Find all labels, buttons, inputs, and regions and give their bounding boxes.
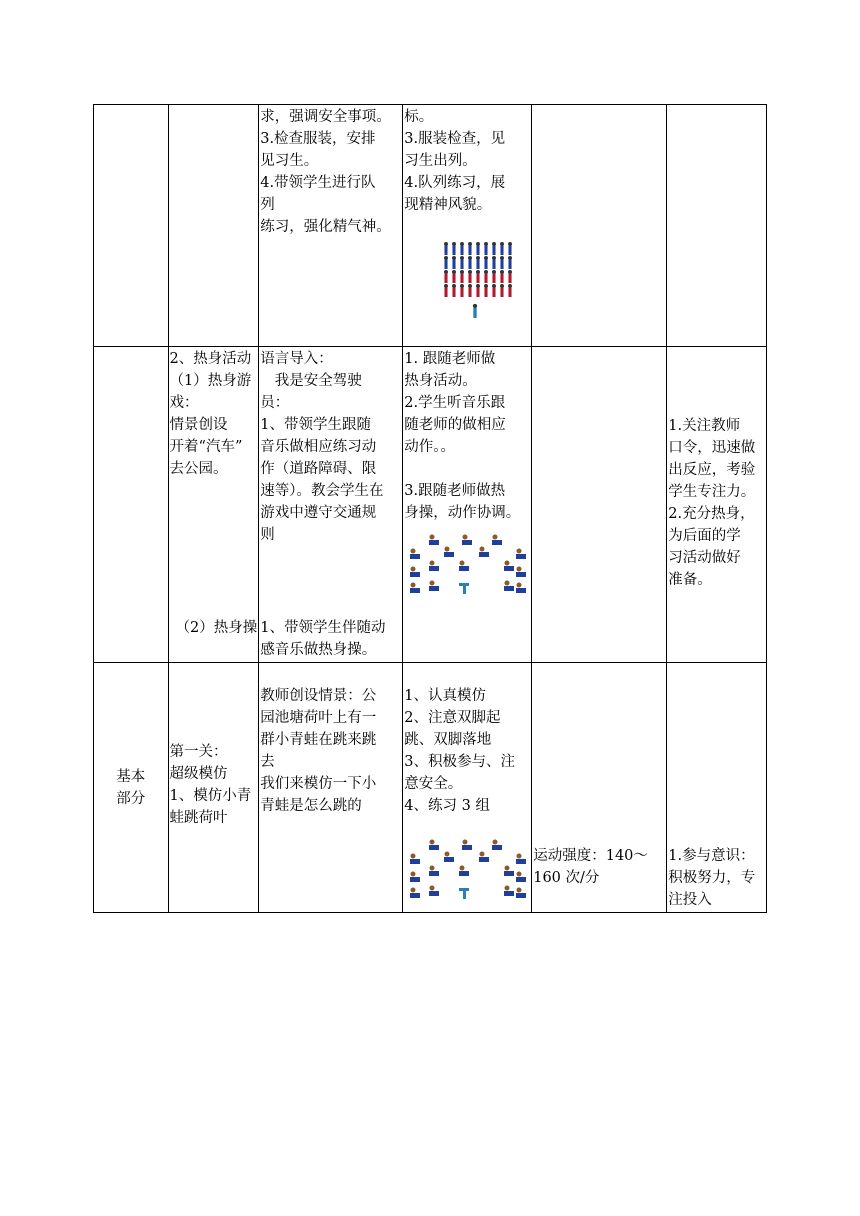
student-activity-cell (403, 105, 532, 347)
intent-text: 1.关注教师 口令，迅速做 出反应，考验 学生专注力。 2.充分热身， 为后面的学 习活动做好 准备。 (668, 418, 756, 588)
teacher-activity-cell (259, 663, 403, 913)
part-cell (94, 347, 169, 663)
lesson-plan-table (93, 104, 767, 913)
teacher-activity-text: 教师创设情景：公 园池塘荷叶上有一 群小青蛙在跳来跳 去 我们来模仿一下小 青蛙是怎么跳的 (260, 688, 377, 814)
load-text: 运动强度：140～ 160 次/分 (533, 848, 648, 886)
student-activity-text: 标。 3.服装检查，见 习生出列。 4.队列练习，展 现精神风貌。 (404, 109, 506, 213)
teacher-activity-text: 求，强调安全事项。 3.检查服装，安排 见习生。 4.带领学生进行队 列 练习，强化精气神。 (260, 109, 391, 235)
table-row (94, 663, 767, 913)
circle-formation-figure (404, 528, 530, 598)
load-cell (532, 347, 667, 663)
content-sub-text: （2）热身操 (175, 620, 258, 636)
circle-formation-figure (404, 833, 530, 903)
content-text: 第一关： 超级模仿 1、模仿小青 蛙跳荷叶 (169, 744, 252, 826)
table-row (94, 347, 767, 663)
part-cell (94, 663, 169, 913)
student-activity-cell (403, 663, 532, 913)
intent-cell (667, 347, 767, 663)
student-activity-text: 1、认真模仿 2、注意双脚起 跳、双脚落地 3、积极参与、注 意安全。 4、练习 3 组 (404, 688, 516, 814)
load-cell (532, 105, 667, 347)
part-label: 基本 部分 (116, 768, 146, 807)
teacher-activity-sub-text: 1、带领学生伴随动 感音乐做热身操。 (260, 620, 386, 658)
student-activity-cell (403, 347, 532, 663)
formation-figure (404, 234, 530, 334)
intent-cell (667, 105, 767, 347)
content-cell (168, 105, 259, 347)
teacher-activity-cell (259, 105, 403, 347)
load-cell (532, 663, 667, 913)
teacher-activity-cell (259, 347, 403, 663)
content-cell (168, 347, 259, 663)
student-activity-text: 1. 跟随老师做 热身活动。 2.学生听音乐跟 随老师的做相应 动作。。 3.跟随老师做热 身操，动作协调。 (404, 351, 521, 521)
intent-text: 1.参与意识： 积极努力，专 注投入 (668, 848, 756, 908)
table-row (94, 105, 767, 347)
content-text: 2、热身活动 （1）热身游 戏： 情景创设 开着“汽车” 去公园。 (169, 351, 252, 477)
part-cell (94, 105, 169, 347)
content-cell (168, 663, 259, 913)
intent-cell (667, 663, 767, 913)
teacher-activity-text: 语言导入： 我是安全驾驶 员： 1、带领学生跟随 音乐做相应练习动 作（道路障碍、限 速等）。教会学生在 游戏中遵守交通规 则 (260, 351, 384, 543)
